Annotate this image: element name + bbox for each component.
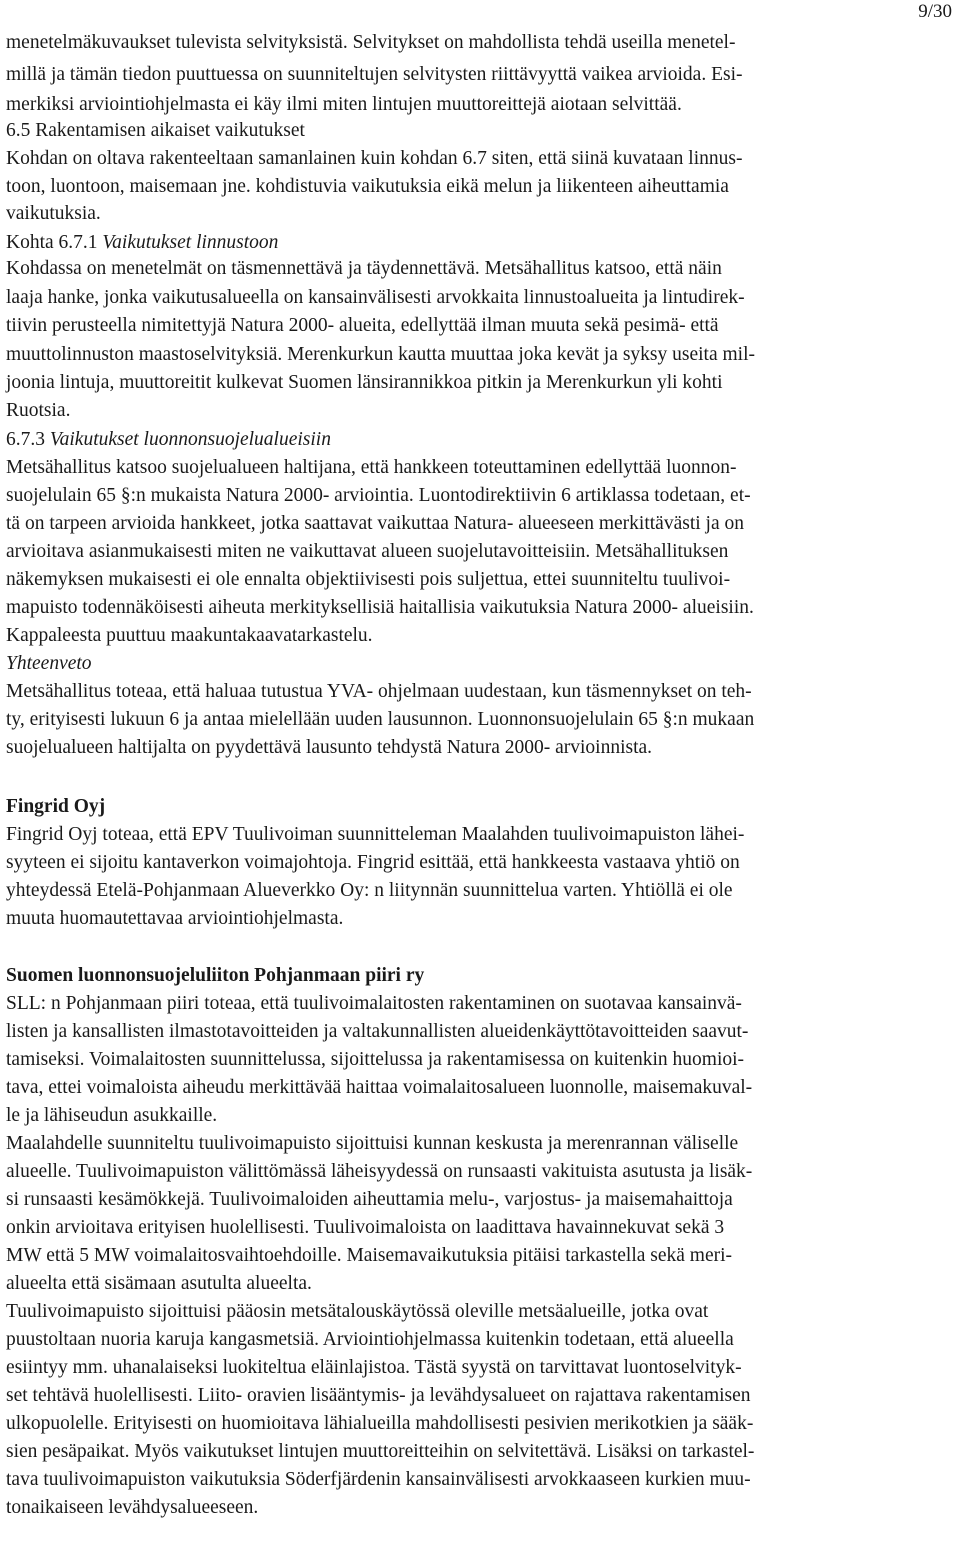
- text-line: tamiseksi. Voimalaitosten suunnittelussa, sijoittelussa ja rakentamisessa on kuitenkin huomioi-: [6, 1049, 745, 1070]
- text-line: tiivin perusteella nimitettyjä Natura 2000- alueita, edellyttää ilman muuta sekä pesimä- että: [6, 315, 719, 336]
- organization-heading: Fingrid Oyj: [6, 796, 106, 817]
- text-line: tonaikaiseen levähdysalueeseen.: [6, 1497, 259, 1518]
- text-line: Tuulivoimapuisto sijoittuisi pääosin metsätalouskäytössä oleville metsäalueille, jotka ovat: [6, 1301, 709, 1322]
- text-line: tä on tarpeen arvioida hankkeet, jotka saattavat vaikuttaa Natura- alueeseen merkittävästi ja on: [6, 513, 744, 534]
- text-line: tava tuulivoimapuiston vaikutuksia Söderfjärdenin kansainvälisesti arvokkaaseen kurkien muu-: [6, 1469, 751, 1490]
- text-line: laaja hanke, jonka vaikutusalueella on kansainvälisesti arvokkaita linnustoalueita ja lintudirek-: [6, 287, 745, 308]
- text-line: si runsaasti kesämökkejä. Tuulivoimaloiden aiheuttamia melu-, varjostus- ja maisemahaittoja: [6, 1189, 733, 1210]
- text-line: le ja lähiseudun asukkaille.: [6, 1105, 218, 1126]
- text-line: alueelle. Tuulivoimapuiston välittömässä läheisyydessä on runsaasti vakituista asutusta ja lisäk-: [6, 1161, 753, 1182]
- text-line: syyteen ei sijoitu kantaverkon voimajohtoja. Fingrid esittää, että hankkeesta vastaava yhtiö on: [6, 852, 740, 873]
- text-line: mapuisto todennäköisesti aiheuta merkityksellisiä haitallisia vaikutuksia Natura 2000- alueisiin.: [6, 597, 754, 618]
- text-line: muuttolinnuston maastoselvityksiä. Merenkurkun kautta muuttaa joka kevät ja syksy useita mil-: [6, 344, 755, 365]
- text-line: MW että 5 MW voimalaitosvaihtoehdoille. Maisemavaikutuksia pitäisi tarkastella sekä meri-: [6, 1245, 733, 1266]
- summary-heading: Yhteenveto: [6, 653, 92, 674]
- text-line: listen ja kansallisten ilmastotavoitteiden ja valtakunnallisten alueidenkäyttötavoitteiden saavut-: [6, 1021, 749, 1042]
- text-line: Maalahdelle suunniteltu tuulivoimapuisto sijoittuisi kunnan keskusta ja merenrannan väliselle: [6, 1133, 739, 1154]
- subsection-number: Kohta 6.7.1: [6, 232, 103, 253]
- text-line: joonia lintuja, muuttoreitit kulkevat Suomen länsirannikkoa pitkin ja Merenkurkun yli kohti: [6, 372, 723, 393]
- section-heading: 6.5 Rakentamisen aikaiset vaikutukset: [6, 120, 305, 141]
- subsection-heading: [6, 427, 331, 453]
- subsection-title: Vaikutukset linnustoon: [102, 232, 279, 253]
- text-line: Kohdan on oltava rakenteeltaan samanlainen kuin kohdan 6.7 siten, että siinä kuvataan linnus-: [6, 148, 743, 169]
- text-line: merkiksi arviointiohjelmasta ei käy ilmi miten lintujen muuttoreittejä aiotaan selvittää.: [6, 94, 682, 115]
- text-line: suojelualueen haltijalta on pyydettävä lausunto tehdystä Natura 2000- arvioinnista.: [6, 737, 653, 758]
- text-line: toon, luontoon, maisemaan jne. kohdistuvia vaikutuksia eikä melun ja liikenteen aiheuttamia: [6, 176, 729, 197]
- subsection-title: Vaikutukset luonnonsuojelualueisiin: [49, 429, 331, 450]
- text-line: Metsähallitus toteaa, että haluaa tutustua YVA- ohjelmaan uudestaan, kun täsmennykset on teh-: [6, 681, 752, 702]
- subsection-heading: [6, 230, 278, 256]
- text-line: näkemyksen mukaisesti ei ole ennalta objektiivisesti pois suljettua, ettei suunniteltu tuulivoi-: [6, 569, 731, 590]
- text-line: esiintyy mm. uhanalaiseksi luokiteltua eläinlajistoa. Tästä syystä on tarvittavat luontoselvityk-: [6, 1357, 742, 1378]
- text-line: Metsähallitus katsoo suojelualueen haltijana, että hankkeen toteuttaminen edellyttää luonnon-: [6, 457, 737, 478]
- text-line: Ruotsia.: [6, 400, 71, 421]
- text-line: tava, ettei voimaloista aiheudu merkittävää haittaa voimalaitosalueen luonnolle, maisemakuval-: [6, 1077, 753, 1098]
- text-line: set tehtävä huolellisesti. Liito- oravien lisääntymis- ja levähdysalueet on rajattava rakentamisen: [6, 1385, 751, 1406]
- text-line: sien pesäpaikat. Myös vaikutukset lintujen muuttoreitteihin on selvitettävä. Lisäksi on tarkastel-: [6, 1441, 755, 1462]
- text-line: yhteydessä Etelä-Pohjanmaan Alueverkko Oy: n liitynnän suunnittelua varten. Yhtiöllä ei ole: [6, 880, 733, 901]
- organization-heading: Suomen luonnonsuojeluliiton Pohjanmaan piiri ry: [6, 965, 425, 986]
- text-line: SLL: n Pohjanmaan piiri toteaa, että tuulivoimalaitosten rakentaminen on suotavaa kansainvä-: [6, 993, 742, 1014]
- page-number: 9/30: [918, 1, 952, 22]
- text-line: menetelmäkuvaukset tulevista selvityksistä. Selvitykset on mahdollista tehdä useilla menetel-: [6, 32, 736, 53]
- text-line: arvioitava asianmukaisesti miten ne vaikuttavat alueen suojelutavoitteisiin. Metsähallituksen: [6, 541, 729, 562]
- text-line: Fingrid Oyj toteaa, että EPV Tuulivoiman suunnitteleman Maalahden tuulivoimapuiston lähei-: [6, 824, 745, 845]
- text-line: onkin arvioitava erityisen huolellisesti. Tuulivoimaloista on laadittava havainnekuvat sekä 3: [6, 1217, 725, 1238]
- text-line: puustoltaan nuoria karuja kangasmetsiä. Arviointiohjelmassa kuitenkin todetaan, että alueella: [6, 1329, 734, 1350]
- subsection-number: 6.7.3: [6, 429, 50, 450]
- text-line: Kohdassa on menetelmät on täsmennettävä ja täydennettävä. Metsähallitus katsoo, että näin: [6, 258, 722, 279]
- text-line: Kappaleesta puuttuu maakuntakaavatarkastelu.: [6, 625, 373, 646]
- text-line: suojelulain 65 §:n mukaista Natura 2000- arviointia. Luontodirektiivin 6 artiklassa todetaan, et-: [6, 485, 751, 506]
- text-line: millä ja tämän tiedon puuttuessa on suunniteltujen selvitysten riittävyyttä vaikea arvioida. Esi-: [6, 64, 743, 85]
- text-line: alueelta että sisämaan asutulta alueelta.: [6, 1273, 312, 1294]
- text-line: ulkopuolelle. Erityisesti on huomioitava lähialueilla mahdollisesti pesivien merikotkien ja sääk-: [6, 1413, 754, 1434]
- text-line: muuta huomautettavaa arviointiohjelmasta.: [6, 908, 344, 929]
- text-line: vaikutuksia.: [6, 203, 101, 224]
- text-line: ty, erityisesti lukuun 6 ja antaa mielellään uuden lausunnon. Luonnonsuojelulain 65 §:n mukaan: [6, 709, 755, 730]
